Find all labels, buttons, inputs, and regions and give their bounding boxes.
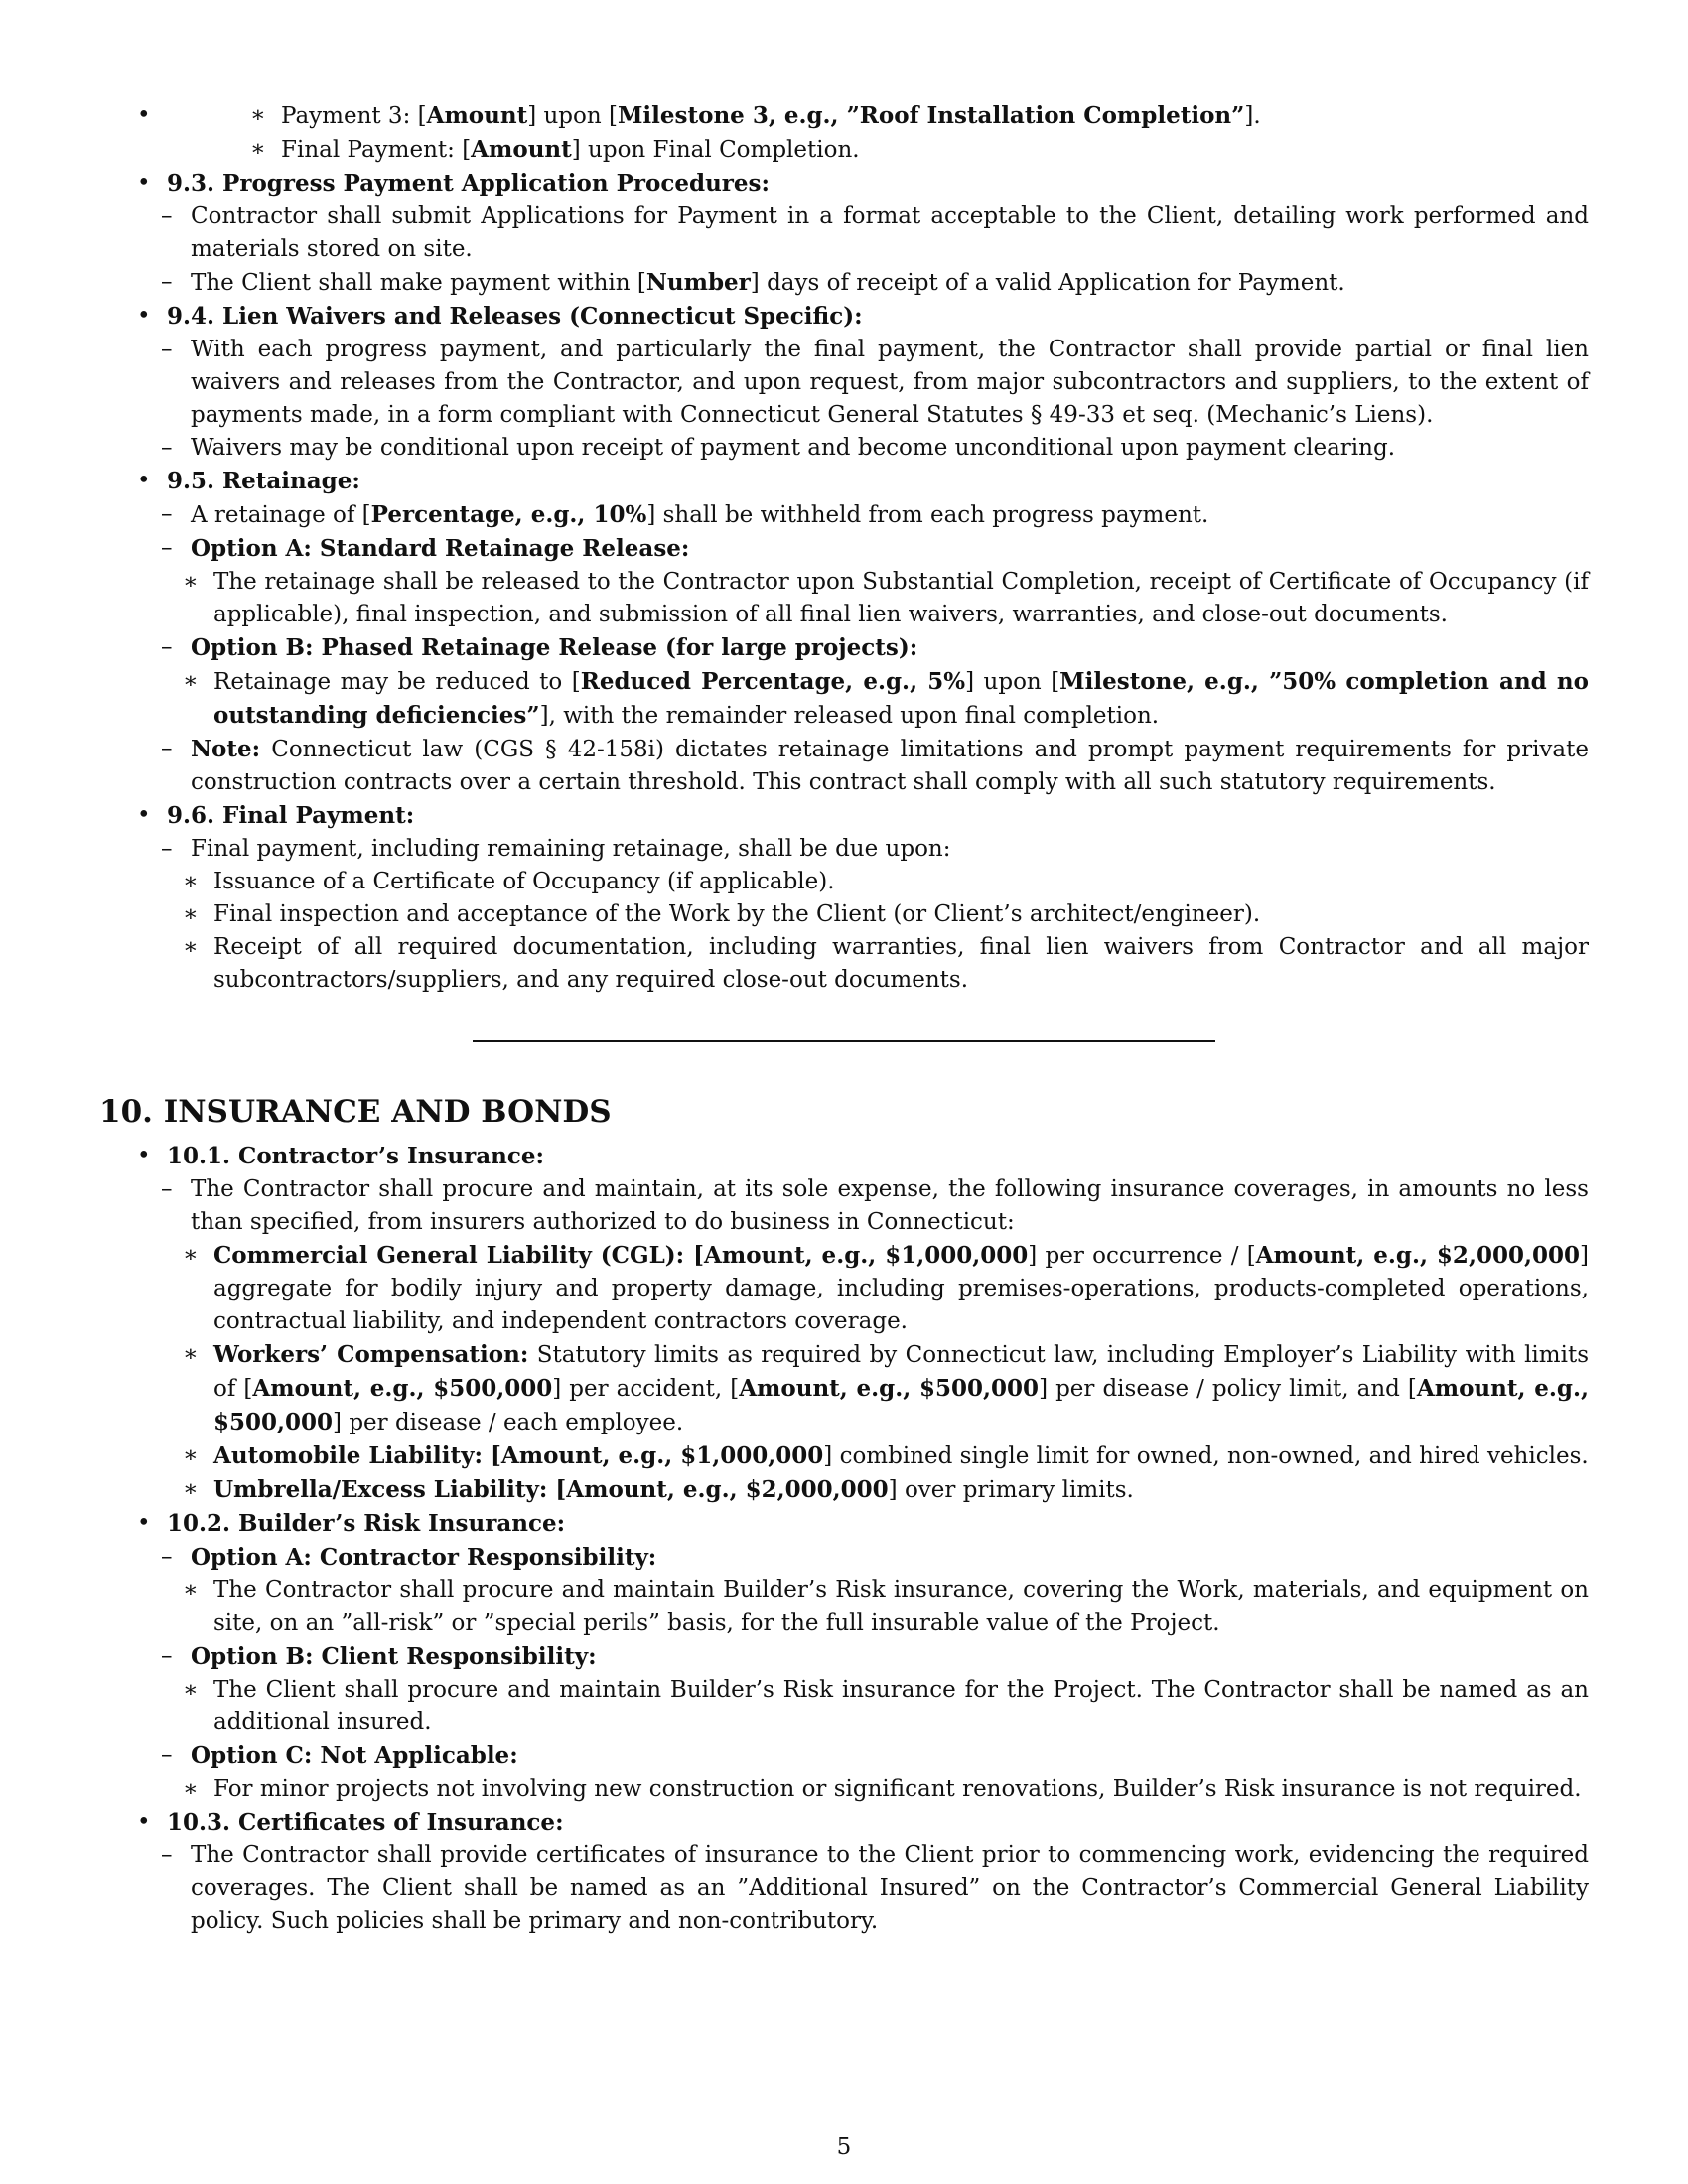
clause-heading: 9.3. Progress Payment Application Procedures: xyxy=(167,170,770,197)
list-item: ∗ The retainage shall be released to the Contractor upon Substantial Completion, receipt of Certificate of Occupancy (if applicable), final inspection, and submission of all final lien waivers, warranties, and close-out documents. xyxy=(161,566,1589,631)
clause-9-5 xyxy=(99,465,1589,799)
payment-list xyxy=(228,99,1589,167)
list-item: – The Client shall make payment within [Number] days of receipt of a valid Application for Payment. xyxy=(161,266,1589,300)
auto-liability-item: ∗ Automobile Liability: [Amount, e.g., $1,000,000] combined single limit for owned, non-owned, and hired vehicles. xyxy=(161,1439,1589,1473)
list-item: ∗ Receipt of all required documentation, including warranties, final lien waivers from Contractor and all major subcontractors/suppliers, and any required close-out documents. xyxy=(161,931,1589,997)
note-item: – Note: Connecticut law (CGS § 42-158i) dictates retainage limitations and prompt payment requirements for private construction contracts over a certain threshold. This contract shall comply with all such statutory requirements. xyxy=(161,733,1589,799)
cgl-item: ∗ Commercial General Liability (CGL): [Amount, e.g., $1,000,000] per occurrence / [Amount, e.g., $2,000,000] aggregate for bodily injury and property damage, including premises-operations, products-completed operations, contractual liability, and independent contractors coverage. xyxy=(161,1239,1589,1338)
clause-heading: 9.5. Retainage: xyxy=(167,468,360,494)
list-item: – The Contractor shall provide certificates of insurance to the Client prior to commencing work, evidencing the required coverages. The Client shall be named as an ”Additional Insured” on the Contractor’s Commercial General Liability policy. Such policies shall be primary and non-contributory. xyxy=(161,1840,1589,1938)
list-item: ∗ Final inspection and acceptance of the Work by the Client (or Client’s architect/engineer). xyxy=(161,898,1589,931)
list-item: – With each progress payment, and particularly the final payment, the Contractor shall provide partial or final lien waivers and releases from the Contractor, and upon request, from major subcontractors and suppliers, to the extent of payments made, in a form compliant with Connecticut General Statutes § 49-33 et seq. (Mechanic’s Liens). xyxy=(161,334,1589,432)
clause-10-2 xyxy=(99,1507,1589,1806)
section-title: 10. INSURANCE AND BONDS xyxy=(99,1094,612,1130)
list-item: ∗ Retainage may be reduced to [Reduced Percentage, e.g., 5%] upon [Milestone, e.g., ”50% completion and no outstanding deficiencies”], with the remainder released upon final completion. xyxy=(161,665,1589,733)
payment-schedule-continued xyxy=(228,99,1589,167)
clause-9-6 xyxy=(99,799,1589,997)
final-payment-item: ∗ Final Payment: [Amount] upon Final Completion. xyxy=(228,133,1589,167)
option-c-item: – Option C: Not Applicable: ∗ For minor projects not involving new construction or significant renovations, Builder’s Risk insurance is not required. xyxy=(161,1739,1589,1806)
list-item: – Final payment, including remaining retainage, shall be due upon: ∗ Issuance of a Certificate of Occupancy (if applicable). ∗ Final inspection and acceptance of the Work by the Client (or Client’s architect/engineer). ∗ Receipt of all required documentation, including warranties, final lien waivers from Contractor and all major subcontractors/suppliers, and any required close-out documents. xyxy=(161,833,1589,997)
clause-heading: 9.4. Lien Waivers and Releases (Connecticut Specific): xyxy=(167,303,863,330)
list-item: ∗ For minor projects not involving new construction or significant renovations, Builder’s Risk insurance is not required. xyxy=(161,1773,1589,1806)
option-b-item: – Option B: Client Responsibility: ∗ The Client shall procure and maintain Builder’s Risk insurance for the Project. The Contractor shall be named as an additional insured. xyxy=(161,1640,1589,1739)
page-number: 5 xyxy=(836,2134,852,2160)
option-a-item: – Option A: Standard Retainage Release: ∗ The retainage shall be released to the Contractor upon Substantial Completion, receipt of Certificate of Occupancy (if applicable), final inspection, and submission of all final lien waivers, warranties, and close-out documents. xyxy=(161,532,1589,631)
list-item: – Waivers may be conditional upon receipt of payment and become unconditional upon payment clearing. xyxy=(161,432,1589,465)
clause-9-4 xyxy=(99,300,1589,465)
clause-9-3 xyxy=(99,167,1589,300)
list-item: ∗ The Client shall procure and maintain Builder’s Risk insurance for the Project. The Contractor shall be named as an additional insured. xyxy=(161,1674,1589,1739)
workers-comp-item: ∗ Workers’ Compensation: Statutory limits as required by Connecticut law, including Employer’s Liability with limits of [Amount, e.g., $500,000] per accident, [Amount, e.g., $500,000] per disease / policy limit, and [Amount, e.g., $500,000] per disease / each employee. xyxy=(161,1338,1589,1439)
option-b-item: – Option B: Phased Retainage Release (for large projects): ∗ Retainage may be reduced to [Reduced Percentage, e.g., 5%] upon [Milestone, e.g., ”50% completion and no outstanding deficiencies”], with the remainder released upon final completion. xyxy=(161,631,1589,733)
clause-heading: 10.3. Certificates of Insurance: xyxy=(167,1809,564,1836)
clause-10-3 xyxy=(99,1806,1589,1938)
umbrella-item: ∗ Umbrella/Excess Liability: [Amount, e.g., $2,000,000] over primary limits. xyxy=(161,1473,1589,1507)
list-item: – A retainage of [Percentage, e.g., 10%] shall be withheld from each progress payment. xyxy=(161,498,1589,532)
clause-heading: 9.6. Final Payment: xyxy=(167,802,415,829)
option-a-item: – Option A: Contractor Responsibility: ∗ The Contractor shall procure and maintain Builder’s Risk insurance, covering the Work, materials, and equipment on site, on an ”all-risk” or ”special perils” basis, for the full insurable value of the Project. xyxy=(161,1541,1589,1640)
clause-10-1 xyxy=(99,1140,1589,1507)
list-item: ∗ Issuance of a Certificate of Occupancy (if applicable). xyxy=(161,866,1589,898)
page-content xyxy=(99,99,1589,1938)
section-10-list xyxy=(99,1140,1589,1938)
clause-heading: 10.1. Contractor’s Insurance: xyxy=(167,1143,544,1169)
list-item: ∗ The Contractor shall procure and maintain Builder’s Risk insurance, covering the Work, materials, and equipment on site, on an ”all-risk” or ”special perils” basis, for the full insurable value of the Project. xyxy=(161,1574,1589,1640)
list-item: – Contractor shall submit Applications for Payment in a format acceptable to the Client, detailing work performed and materials stored on site. xyxy=(161,201,1589,266)
list-item: – The Contractor shall procure and maintain, at its sole expense, the following insurance coverages, in amounts no less than specified, from insurers authorized to do business in Connecticut: ∗ Commercial General Liability (CGL): [Amount, e.g., $1,000,000] per occurrence / [Amount, e.g., $2,000,000] aggregate for bodily injury and property damage, including premises-operations, products-completed operations, contractual liability, and independent contractors coverage. ∗ Workers’ Compensation: Statutory limits as required by Connecticut law, including Employer’s Liability with limits of [Amount, e.g., $500,000] per accident, [Amount, e.g., $500,000] per disease / policy limit, and [Amount, e.g., $500,000] per disease / each employee. ∗ Automobile Liability: [Amount, e.g., $1,000,000] combined single limit for owned, non-owned, and hired vehicles. ∗ Umbrella/Excess Liability: [Amount, e.g., $2,000,000] over primary limits. xyxy=(161,1173,1589,1507)
payment-3-item: ∗ Payment 3: [Amount] upon [Milestone 3, e.g., ”Roof Installation Completion”]. xyxy=(228,99,1589,133)
section-9-list xyxy=(99,167,1589,997)
section-divider xyxy=(473,1040,1215,1042)
clause-heading: 10.2. Builder’s Risk Insurance: xyxy=(167,1510,566,1537)
